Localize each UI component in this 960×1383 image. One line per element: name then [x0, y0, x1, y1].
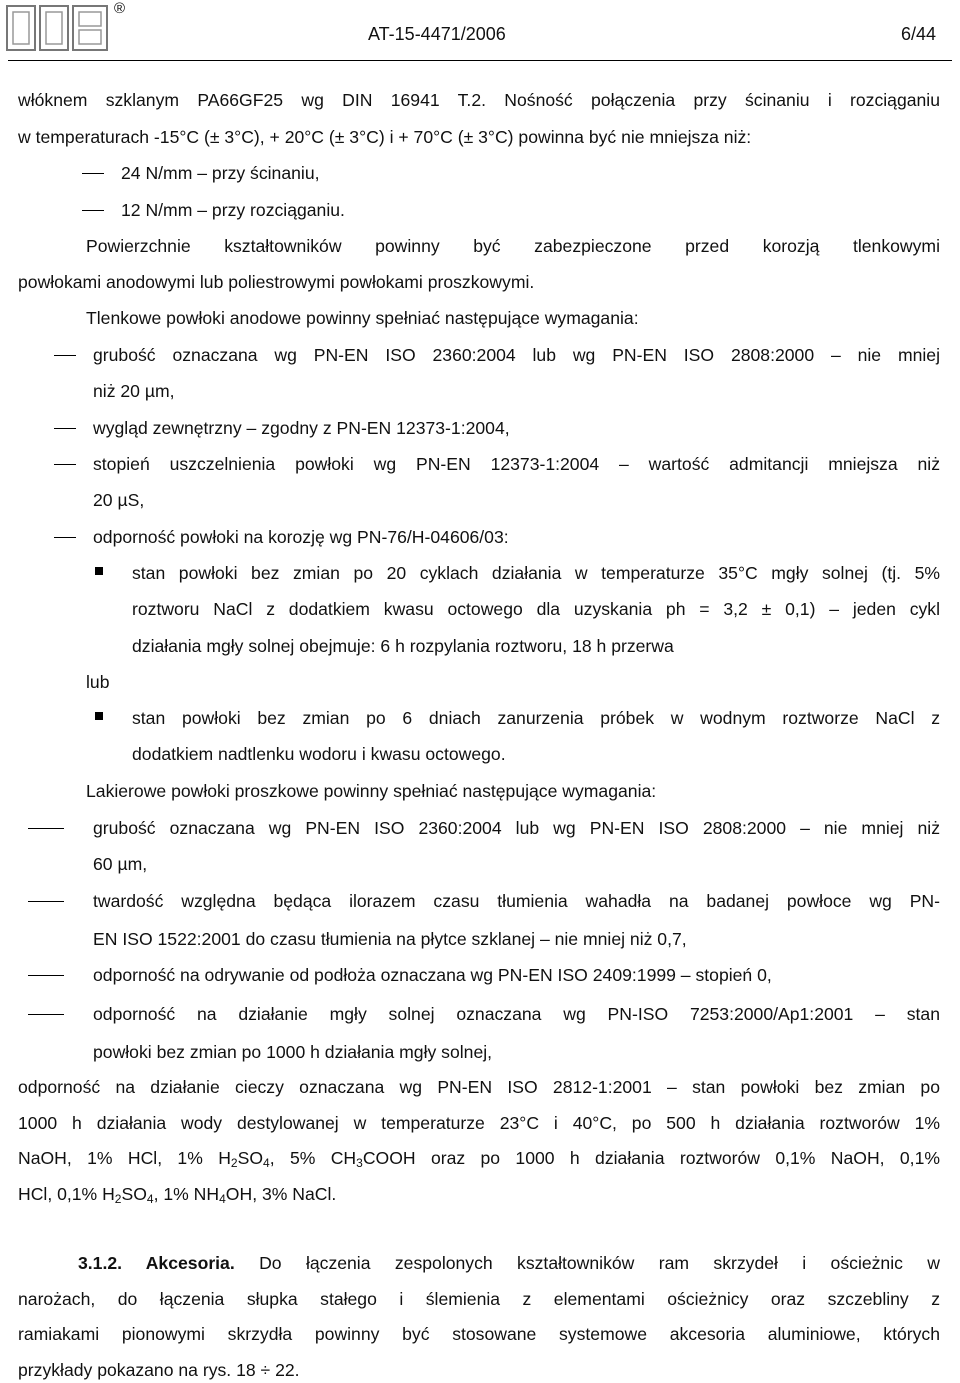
paragraph-line-formula: NaOH, 1% HCl, 1% $H_2SO_4$, 5% $CH_3COOH$ oraz po 1000 h działania roztworów 0,1% NaOH, 0,1% [18, 1148, 940, 1170]
square-bullet-icon [95, 712, 103, 720]
dash-marker [82, 173, 104, 174]
document-reference: AT-15-4471/2006 [368, 24, 506, 44]
list-item: odporność na odrywanie od podłoża oznaczana wg PN-EN ISO 2409:1999 – stopień 0, [93, 965, 772, 985]
sub-list-item-continuation: dodatkiem nadtlenku wodoru i kwasu octowego. [132, 744, 506, 764]
list-item: grubość oznaczana wg PN-EN ISO 2360:2004 lub wg PN-EN ISO 2808:2000 – nie mniej niż [93, 818, 940, 838]
paragraph-line: Powierzchnie kształtowników powinny być zabezpieczone przed korozją tlenkowymi [86, 236, 940, 256]
paragraph-line: Lakierowe powłoki proszkowe powinny spełniać następujące wymagania: [86, 781, 657, 801]
list-item-continuation: EN ISO 1522:2001 do czasu tłumienia na płytce szklanej – nie mniej niż 0,7, [93, 929, 687, 949]
dash-marker [28, 901, 64, 902]
itb-logo [6, 2, 128, 57]
dash-marker [28, 1014, 64, 1015]
dash-marker [54, 537, 76, 538]
page-number: 6/44 [901, 24, 937, 44]
list-item: grubość oznaczana wg PN-EN ISO 2360:2004 lub wg PN-EN ISO 2808:2000 – nie mniej [93, 345, 940, 365]
paragraph-line: powłokami anodowymi lub poliestrowymi powłokami proszkowymi. [18, 272, 535, 292]
paragraph-line: przykłady pokazano na rys. 18 ÷ 22. [18, 1360, 300, 1380]
paragraph-line: włóknem szklanym PA66GF25 wg DIN 16941 T.2. Nośność połączenia przy ścinaniu i rozciąganiu [18, 90, 940, 110]
registered-mark: ® [114, 0, 126, 17]
paragraph-line-formula: HCl, 0,1% $H_2SO_4$, 1% $NH_4OH$, 3% NaCl. [18, 1184, 337, 1206]
sub-list-item: stan powłoki bez zmian po 6 dniach zanurzenia próbek w wodnym roztworze NaCl z [132, 708, 940, 728]
paragraph-line: 1000 h działania wody destylowanej w temperaturze 23°C i 40°C, po 500 h działania roztworów 1% [18, 1113, 940, 1133]
paragraph-line: Tlenkowe powłoki anodowe powinny spełniać następujące wymagania: [86, 308, 639, 328]
dash-marker [54, 355, 76, 356]
dash-marker [28, 975, 64, 976]
square-bullet-icon [95, 567, 103, 575]
paragraph-line: w temperaturach -15°C (± 3°C), + 20°C (± 3°C) i + 70°C (± 3°C) powinna być nie mniejsza niż: [18, 127, 752, 147]
dash-marker [54, 464, 76, 465]
list-item: 24 N/mm – przy ścinaniu, [121, 163, 320, 183]
connector-text: lub [86, 672, 110, 692]
list-item: twardość względna będąca ilorazem czasu tłumienia wahadła na badanej powłoce wg PN- [93, 891, 940, 911]
dash-marker [28, 828, 64, 829]
header-rule [8, 60, 952, 61]
list-item: wygląd zewnętrzny – zgodny z PN-EN 12373-1:2004, [93, 418, 510, 438]
sub-list-item-continuation: działania mgły solnej obejmuje: 6 h rozpylania roztworu, 18 h przerwa [132, 636, 674, 656]
list-item: odporność na działanie mgły solnej oznaczana wg PN-ISO 7253:2000/Ap1:2001 – stan [93, 1004, 940, 1024]
paragraph-line: narożach, do łączenia słupka stałego i ślemienia z elementami ościeżnicy oraz szczebliny z [18, 1289, 940, 1309]
sub-list-item: stan powłoki bez zmian po 20 cyklach działania w temperaturze 35°C mgły solnej (tj. 5% [132, 563, 940, 583]
sub-list-item-continuation: roztworu NaCl z dodatkiem kwasu octowego dla uzyskania ph = 3,2 ± 0,1) – jeden cykl [132, 599, 940, 619]
list-item: odporność powłoki na korozję wg PN-76/H-04606/03: [93, 527, 509, 547]
paragraph-line: ramiakami pionowymi skrzydła powinny być stosowane systemowe akcesoria aluminiowe, których [18, 1324, 940, 1344]
dash-marker [54, 428, 76, 429]
list-item-continuation: niż 20 µm, [93, 381, 175, 401]
list-item: 12 N/mm – przy rozciąganiu. [121, 200, 345, 220]
list-item: stopień uszczelnienia powłoki wg PN-EN 12373-1:2004 – wartość admitancji mniejsza niż [93, 454, 940, 474]
list-item-continuation: powłoki bez zmian po 1000 h działania mgły solnej, [93, 1042, 493, 1062]
list-item-continuation: 20 µS, [93, 490, 145, 510]
section-line: 3.1.2. Akcesoria. Do łączenia zespolonych kształtowników ram skrzydeł i ościeżnic w [78, 1253, 940, 1273]
list-item-continuation: 60 µm, [93, 854, 148, 874]
dash-marker [82, 210, 104, 211]
paragraph-line: odporność na działanie cieczy oznaczana wg PN-EN ISO 2812-1:2001 – stan powłoki bez zmian po [18, 1077, 940, 1097]
section-heading: 3.1.2. Akcesoria. [78, 1253, 235, 1273]
